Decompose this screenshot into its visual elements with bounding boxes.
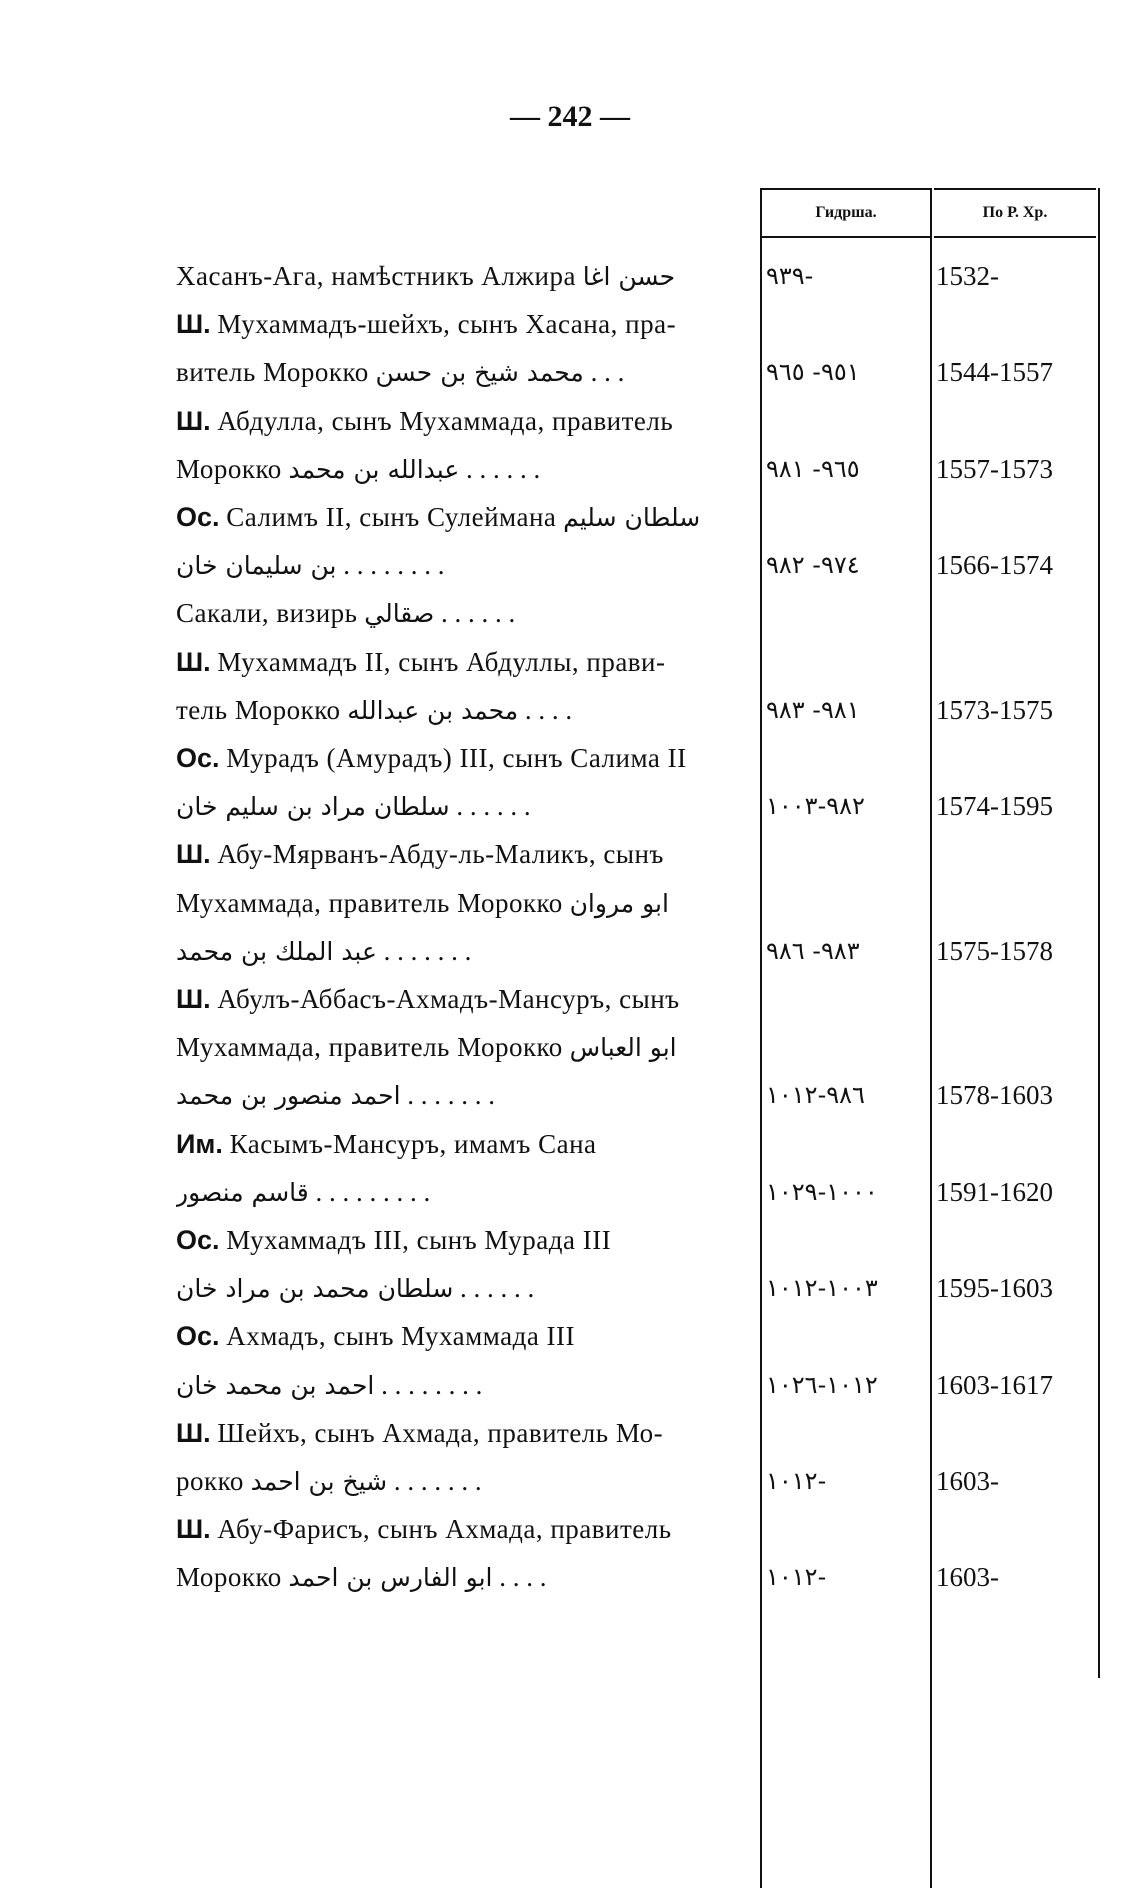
entry-description — [176, 1505, 746, 1554]
table-row — [176, 1361, 1096, 1409]
arabic-name: حسن اغا — [582, 262, 676, 291]
hijra-years: ١٠١٢- — [766, 1467, 827, 1495]
entry-description — [176, 1457, 746, 1506]
ad-years: 1557-1573 — [936, 453, 1053, 484]
table-row — [176, 782, 1096, 830]
table-row — [176, 734, 1096, 782]
ad-years: 1566-1574 — [936, 550, 1053, 581]
entry-description — [176, 1216, 746, 1265]
entry-description — [176, 1168, 746, 1217]
dynasty-marker: Им. — [176, 1128, 223, 1159]
table-row — [176, 1023, 1096, 1071]
entry-description — [176, 252, 746, 301]
hijra-years: ٩٦٥- ٩٨١ — [766, 454, 860, 483]
entry-text: Ахмадъ, сынъ Мухаммада III — [226, 1321, 576, 1352]
leader-dots: . . . . — [499, 1562, 547, 1593]
entry-text: Хасанъ-Ага, намѣстникъ Алжира — [176, 261, 576, 291]
leader-dots: . . . — [590, 357, 625, 388]
arabic-name: محمد بن عبدالله — [347, 695, 519, 725]
entry-text: Абдулла, сынъ Мухаммада, правитель — [217, 405, 674, 436]
entry-description — [176, 734, 746, 783]
hijra-years: ٩٣٩- — [766, 262, 814, 290]
ad-years: 1578-1603 — [936, 1080, 1053, 1111]
entry-description — [176, 686, 746, 735]
table-row — [176, 493, 1096, 541]
entry-description — [176, 397, 746, 446]
hijra-years: ٩٨١- ٩٨٣ — [766, 695, 860, 724]
dynasty-marker: Ш. — [176, 839, 211, 870]
entry-description — [176, 927, 746, 976]
entry-description — [176, 1071, 746, 1120]
table-row — [176, 975, 1096, 1023]
arabic-name: ابو العباس — [569, 1033, 677, 1063]
dynasty-marker: Ш. — [176, 1417, 211, 1448]
dynasty-marker: Ос. — [176, 502, 220, 532]
arabic-name: احمد بن محمد خان — [176, 1370, 375, 1400]
arabic-name: سلطان محمد بن مراد خان — [176, 1274, 454, 1304]
table-row — [176, 541, 1096, 589]
entry-description — [176, 1312, 746, 1361]
arabic-name: محمد شيخ بن حسن — [375, 358, 584, 388]
entry-description — [176, 782, 746, 831]
entry-description — [176, 445, 746, 494]
ad-years: 1573-1575 — [936, 694, 1053, 725]
entry-description — [176, 493, 746, 542]
hijra-years: ١٠١٢-١٠٢٦ — [766, 1370, 878, 1399]
entry-description — [176, 589, 746, 638]
dynasty-marker: Ш. — [176, 405, 211, 436]
arabic-name: شيخ بن احمد — [250, 1467, 388, 1496]
entry-text: Касымъ-Мансуръ, имамъ Сана — [229, 1128, 597, 1159]
dynasty-marker: Ш. — [176, 309, 211, 340]
ad-years: 1544-1557 — [936, 357, 1053, 388]
table-row — [176, 638, 1096, 686]
table-row — [176, 1264, 1096, 1312]
entry-text: тель Морокко — [176, 694, 341, 725]
entry-text: Абу-Фарисъ, сынъ Ахмада, правитель — [217, 1514, 672, 1545]
arabic-name: سلطان سليم — [563, 503, 701, 532]
entry-description — [176, 1409, 746, 1458]
hijra-years: ٩٧٤- ٩٨٢ — [766, 551, 860, 580]
entry-text: Мурадъ (Амурадъ) III, сынъ Салима II — [226, 743, 687, 773]
dynasty-marker: Ос. — [176, 1225, 220, 1255]
table-row — [176, 927, 1096, 975]
leader-dots: . . . . . . — [460, 1273, 535, 1304]
arabic-name: صقالي — [364, 599, 435, 629]
entry-description — [176, 1361, 746, 1410]
ad-years: 1603- — [936, 1466, 999, 1496]
column-divider-right — [1098, 188, 1100, 1678]
ad-years: 1603- — [936, 1562, 999, 1593]
entry-text: Мухаммадъ-шейхъ, сынъ Хасана, пра- — [217, 309, 677, 340]
entry-text: Сакали, визирь — [176, 598, 358, 629]
entry-text: Абулъ-Аббасъ-Ахмадъ-Мансуръ, сынъ — [217, 984, 680, 1014]
table-row — [176, 445, 1096, 493]
entry-description — [176, 348, 746, 397]
leader-dots: . . . . — [524, 694, 573, 725]
entry-text: Шейхъ, сынъ Ахмада, правитель Мо- — [217, 1417, 664, 1448]
hijra-years: ٩٥١- ٩٦٥ — [766, 358, 860, 387]
hijra-years: ٩٨٣- ٩٨٦ — [766, 936, 860, 965]
entry-text: рокко — [176, 1466, 244, 1496]
table-row — [176, 589, 1096, 637]
table-row — [176, 830, 1096, 878]
entry-text: Мухаммадъ II, сынъ Абдуллы, прави- — [217, 646, 666, 677]
table-row — [176, 1505, 1096, 1553]
entry-text: Морокко — [176, 453, 282, 484]
entry-text: Мухаммадъ III, сынъ Мурада III — [226, 1225, 612, 1255]
entry-description — [176, 830, 746, 879]
dynasty-marker: Ш. — [176, 1514, 211, 1545]
entry-text: Мухаммада, правитель Морокко — [176, 887, 563, 918]
entry-description — [176, 975, 746, 1024]
dynasty-marker: Ос. — [176, 743, 220, 773]
arabic-name: قاسم منصور — [176, 1177, 309, 1207]
hijra-years: ١٠٠٣-١٠١٢ — [766, 1274, 878, 1303]
table-row — [176, 1312, 1096, 1360]
arabic-name: ابو الفارس بن احمد — [288, 1563, 493, 1593]
leader-dots: . . . . . . . — [407, 1080, 496, 1111]
arabic-name: عبد الملك بن محمد — [176, 936, 377, 966]
entry-text: Абу-Мярванъ-Абду-ль-Маликъ, сынъ — [217, 839, 664, 870]
entry-text: Мухаммада, правитель Морокко — [176, 1032, 563, 1063]
hijra-years: ٩٨٦-١٠١٢ — [766, 1081, 865, 1110]
leader-dots: . . . . . . . — [393, 1466, 482, 1496]
leader-dots: . . . . . . . . . — [315, 1176, 431, 1207]
table-row — [176, 1168, 1096, 1216]
page-number: — 242 — — [510, 100, 630, 133]
entry-description — [176, 1120, 746, 1169]
hijra-years: ١٠١٢- — [766, 1563, 827, 1592]
ad-years: 1575-1578 — [936, 935, 1053, 966]
arabic-name: بن سليمان خان — [176, 551, 337, 581]
entry-description — [176, 1553, 746, 1602]
leader-dots: . . . . . . . . — [343, 550, 445, 581]
arabic-name: احمد منصور بن محمد — [176, 1081, 401, 1111]
header-hijra: Гидрша. — [762, 188, 930, 238]
header-ad: По Р. Хр. — [934, 188, 1096, 238]
ad-years: 1603-1617 — [936, 1369, 1053, 1400]
table-row — [176, 1553, 1096, 1601]
leader-dots: . . . . . . — [466, 453, 541, 484]
table-row — [176, 348, 1096, 396]
table-row — [176, 252, 1096, 300]
dynasty-marker: Ос. — [176, 1321, 220, 1352]
hijra-years: ١٠٠٠-١٠٢٩ — [766, 1177, 878, 1206]
dynasty-marker: Ш. — [176, 984, 211, 1014]
entry-description — [176, 541, 746, 590]
table-row — [176, 300, 1096, 348]
entry-description — [176, 1264, 746, 1313]
arabic-name: سلطان مراد بن سليم خان — [176, 792, 450, 822]
entry-text: витель Морокко — [176, 357, 369, 388]
ad-years: 1595-1603 — [936, 1273, 1053, 1304]
leader-dots: . . . . . . — [440, 598, 516, 629]
table-row — [176, 397, 1096, 445]
dynasty-marker: Ш. — [176, 646, 211, 677]
table-row — [176, 686, 1096, 734]
entry-description — [176, 1023, 746, 1072]
table-row — [176, 879, 1096, 927]
arabic-name: ابو مروان — [569, 888, 669, 918]
entry-description — [176, 300, 746, 349]
hijra-years: ٩٨٢-١٠٠٣ — [766, 792, 865, 821]
table-row — [176, 1071, 1096, 1119]
table-row — [176, 1216, 1096, 1264]
entry-text: Морокко — [176, 1562, 282, 1593]
table-row — [176, 1457, 1096, 1505]
ad-years: 1532- — [936, 261, 999, 291]
table-row — [176, 1409, 1096, 1457]
ad-years: 1591-1620 — [936, 1176, 1053, 1207]
entry-description — [176, 638, 746, 687]
arabic-name: عبدالله بن محمد — [288, 454, 460, 484]
ad-years: 1574-1595 — [936, 791, 1053, 822]
entry-description — [176, 879, 746, 928]
leader-dots: . . . . . . — [456, 791, 531, 822]
leader-dots: . . . . . . . — [383, 935, 472, 966]
table-row — [176, 1120, 1096, 1168]
entry-text: Салимъ II, сынъ Сулейманa — [226, 502, 557, 532]
leader-dots: . . . . . . . . — [381, 1369, 483, 1400]
